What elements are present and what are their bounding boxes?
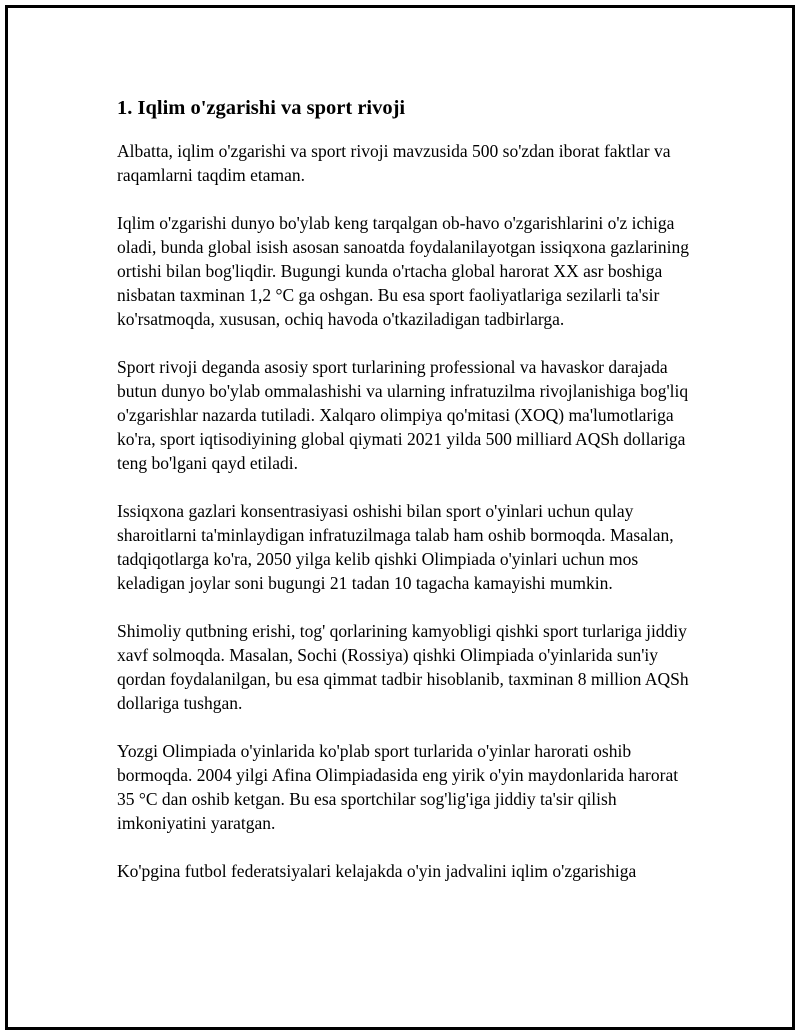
paragraph-winter-sports: Shimoliy qutbning erishi, tog' qorlarining kamyobligi qishki sport turlariga jiddiy xavf solmoqda. Masalan, Sochi (Rossiya) qishki Olimpiada o'yinlarida sun'iy qordan foydalanilgan, bu esa qimmat tadbir hisoblanib, taxminan 8 million AQSh dollariga tushgan.	[117, 621, 689, 713]
document-body	[117, 95, 692, 883]
paragraph-football-federations: Ko'pgina futbol federatsiyalari kelajakda o'yin jadvalini iqlim o'zgarishiga	[117, 861, 637, 881]
paragraph-climate-change: Iqlim o'zgarishi dunyo bo'ylab keng tarqalgan ob-havo o'zgarishlarini o'z ichiga oladi, bunda global isish asosan sanoatda foydalanilayotgan issiqxona gazlarining ortishi bilan bog'liqdir. Bugungi kunda o'rtacha global harorat XX asr boshiga nisbatan taxminan 1,2 °C ga oshgan. Bu esa sport faoliyatlariga sezilarli ta'sir ko'rsatmoqda, xususan, ochiq havoda o'tkaziladigan tadbirlarga.	[117, 213, 690, 329]
paragraph-summer-olympics: Yozgi Olimpiada o'yinlarida ko'plab sport turlarida o'yinlar harorati oshib bormoqda. 2004 yilgi Afina Olimpiadasida eng yirik o'yin maydonlarida harorat 35 °C dan oshib ketgan. Bu esa sportchilar sog'lig'iga jiddiy ta'sir qilish imkoniyatini yaratgan.	[117, 741, 679, 833]
paragraph-sport-development: Sport rivoji deganda asosiy sport turlarining professional va havaskor darajada butun dunyo bo'ylab ommalashishi va ularning infratuzilma rivojlanishiga bog'liq o'zgarishlar nazarda tutiladi. Xalqaro olimpiya qo'mitasi (XOQ) ma'lumotlariga ko'ra, sport iqtisodiyining global qiymati 2021 yilda 500 milliard AQSh dollariga teng bo'lgani qayd etiladi.	[117, 357, 689, 473]
paragraph-greenhouse-gases: Issiqxona gazlari konsentrasiyasi oshishi bilan sport o'yinlari uchun qulay sharoitlarni ta'minlaydigan infratuzilmaga talab ham oshib bormoqda. Masalan, tadqiqotlarga ko'ra, 2050 yilga kelib qishki Olimpiada o'yinlari uchun mos keladigan joylar soni bugungi 21 tadan 10 tagacha kamayishi mumkin.	[117, 501, 674, 593]
section-heading: 1. Iqlim o'zgarishi va sport rivoji	[117, 97, 406, 119]
paragraph-intro: Albatta, iqlim o'zgarishi va sport rivoji mavzusida 500 so'zdan iborat faktlar va raqamlarni taqdim etaman.	[117, 141, 671, 185]
